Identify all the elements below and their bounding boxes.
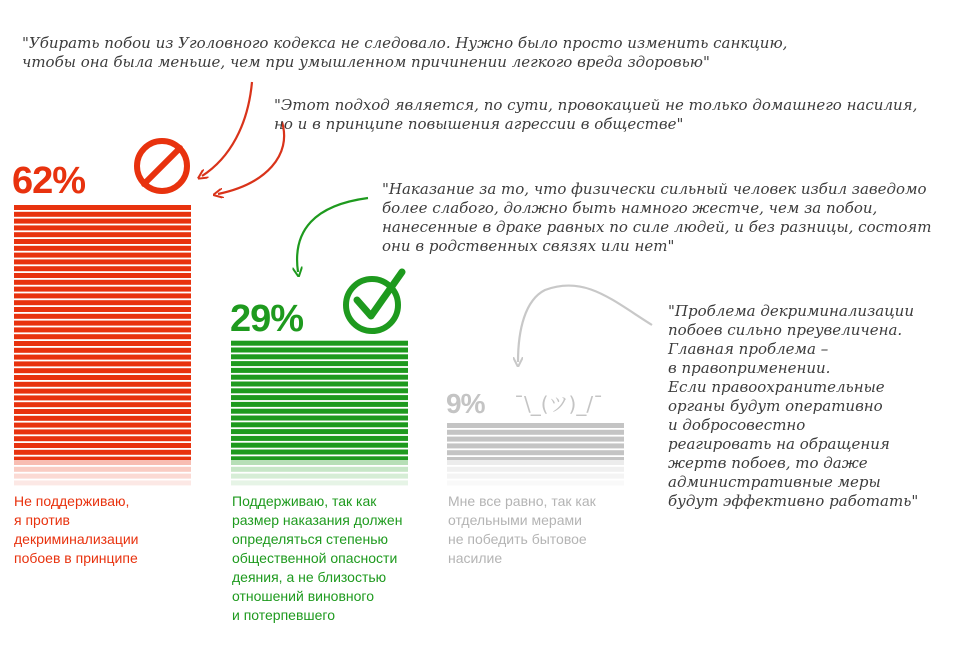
bar-62 [14,205,191,485]
quote-2: "Этот подход является, по сути, провокацией не только домашнего насилия, но и в принципе повышения агрессии в обществе" [274,96,918,133]
quote-4: "Проблема декриминализации побоев сильно преувеличена. Главная проблема – в правоприменении. Если правоохранительные органы будут оперативно и добросовестно реагировать на обращения жертв побоев, то даже административные меры будут эффективно работать" [668,302,919,510]
description-29: Поддерживаю, так как размер наказания должен определяться степенью общественной опасности деяния, а не близостью отношений виновного и потерпевшего [232,493,403,623]
quote-1: "Убирать побои из Уголовного кодекса не следовало. Нужно было просто изменить санкцию, чтобы она была меньше, чем при умышленном причинении легкого вреда здоровью" [22,34,788,71]
arrow-quote-3 [297,198,368,272]
bar-9 [447,423,624,485]
quote-3: "Наказание за то, что физически сильный человек избил заведомо более слабого, должно быть намного жестче, чем за побои, нанесенные в драке равных по силе людей, и без разницы, состоят они в родственных связях или нет" [382,180,932,255]
prohibit-icon [137,141,187,191]
arrow-quote-1 [202,82,252,176]
value-label-29: 29% [230,298,304,340]
bar-29 [231,341,408,486]
value-label-62: 62% [12,160,86,202]
description-62: Не поддерживаю, я против декриминализации побоев в принципе [14,493,139,566]
arrow-quote-4 [518,285,652,362]
check-circle-icon [346,272,402,331]
shrug-icon: ¯\_(ツ)_/¯ [514,392,604,416]
description-9: Мне все равно, так как отдельными мерами не победить бытовое насилие [448,493,596,566]
value-label-9: 9% [446,388,485,419]
